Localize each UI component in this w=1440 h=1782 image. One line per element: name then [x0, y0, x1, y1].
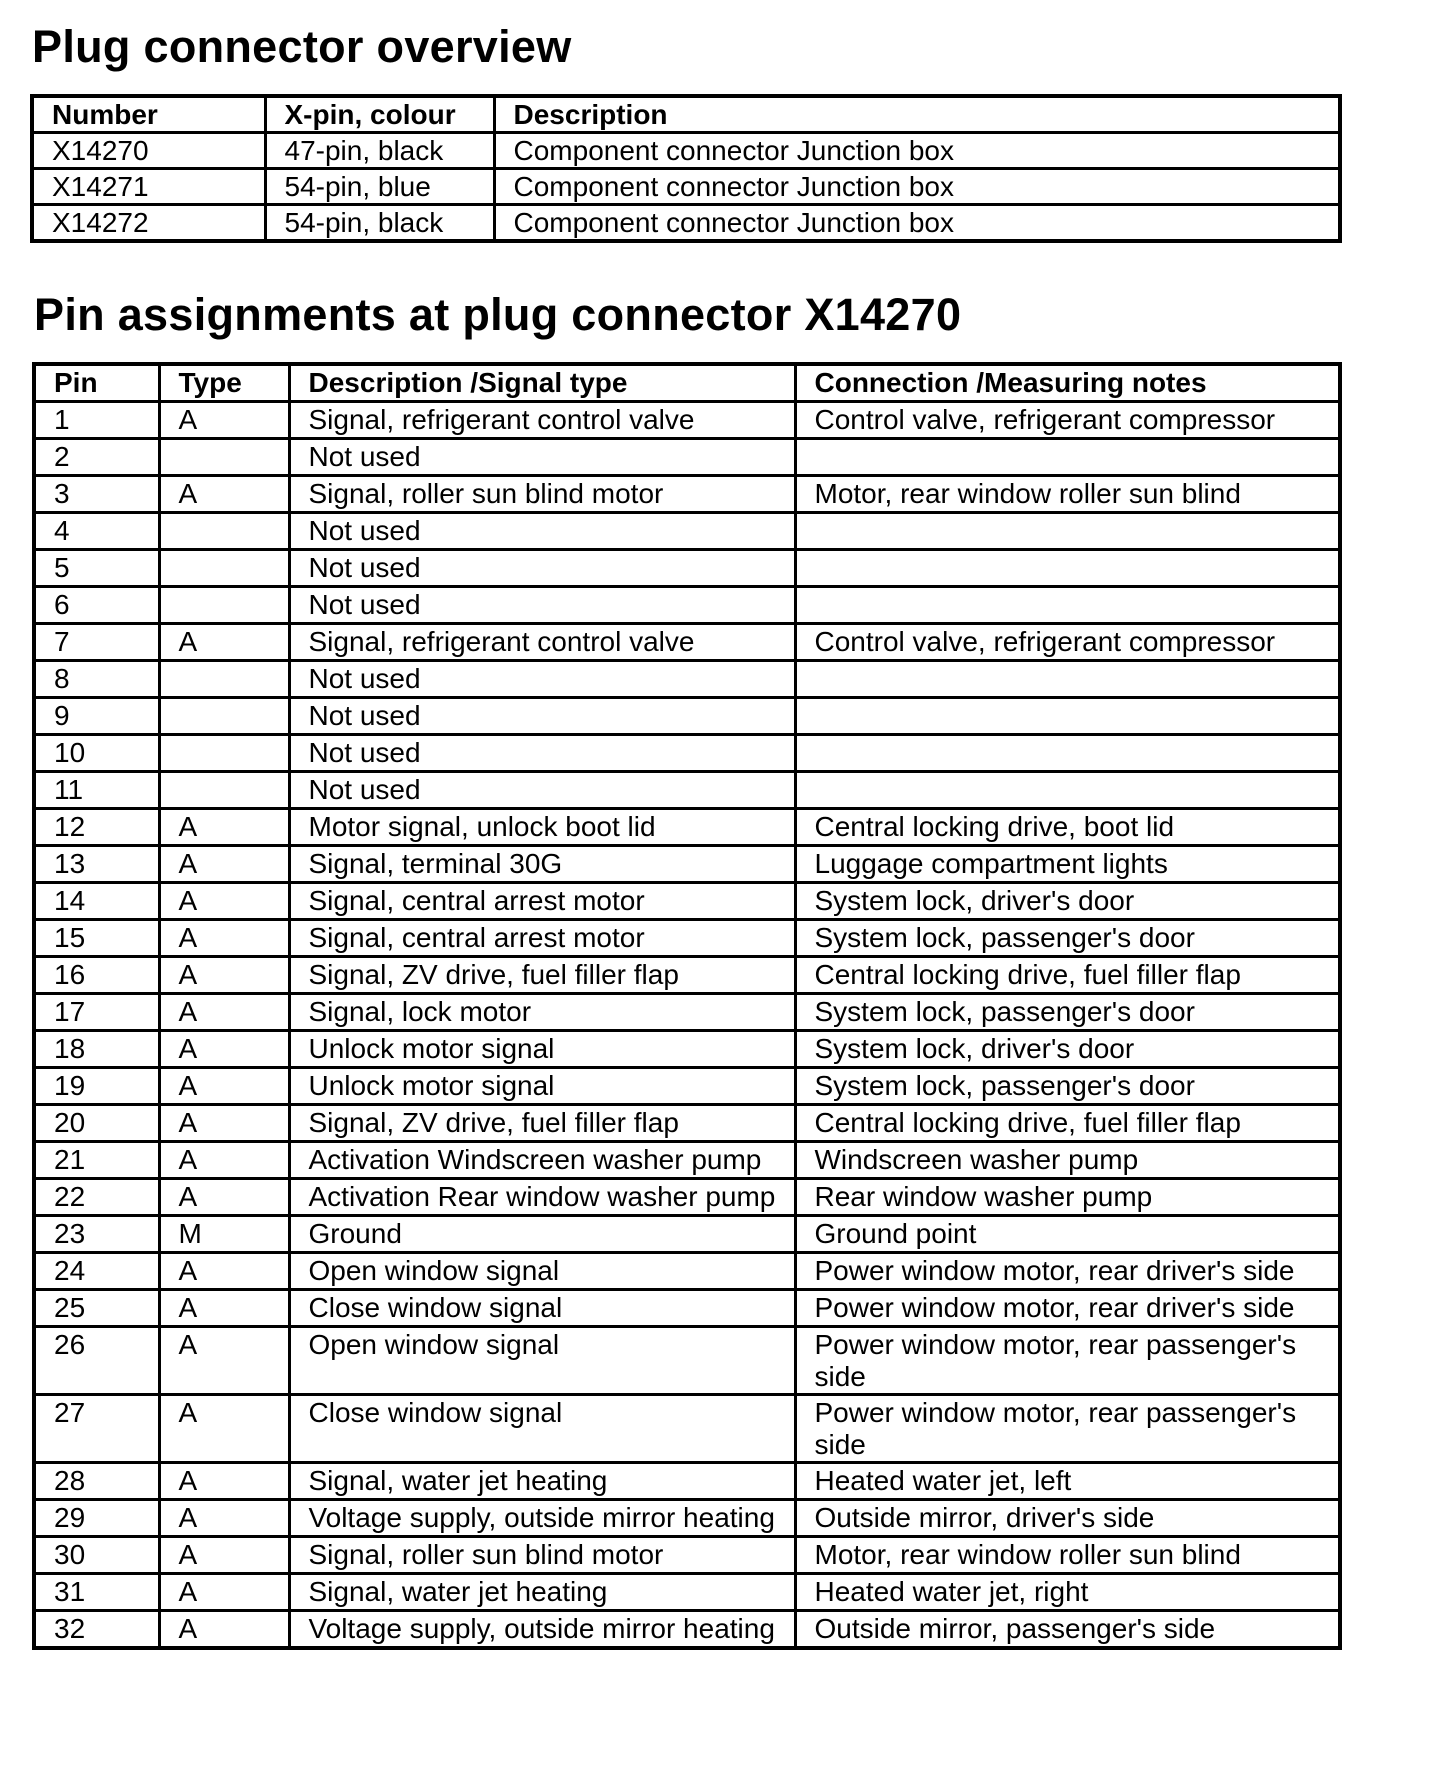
connection-notes: Motor, rear window roller sun blind — [795, 1537, 1340, 1574]
pin-type: A — [159, 809, 289, 846]
pin-number: 13 — [34, 846, 159, 883]
connection-notes: Control valve, refrigerant compressor — [795, 402, 1340, 439]
pin-type: A — [159, 1105, 289, 1142]
pin-row — [34, 1463, 1340, 1500]
pin-row — [34, 883, 1340, 920]
pin-row — [34, 1253, 1340, 1290]
signal-description: Signal, ZV drive, fuel filler flap — [289, 1105, 795, 1142]
pin-type: A — [159, 1500, 289, 1537]
pin-number: 14 — [34, 883, 159, 920]
pin-row — [34, 550, 1340, 587]
connection-notes: System lock, driver's door — [795, 883, 1340, 920]
connection-notes: Outside mirror, driver's side — [795, 1500, 1340, 1537]
pin-number: 8 — [34, 661, 159, 698]
pin-type: A — [159, 846, 289, 883]
connection-notes — [795, 550, 1340, 587]
connection-notes: Central locking drive, fuel filler flap — [795, 1105, 1340, 1142]
pin-number: 15 — [34, 920, 159, 957]
connection-notes: System lock, passenger's door — [795, 1068, 1340, 1105]
pin-number: 22 — [34, 1179, 159, 1216]
signal-description: Not used — [289, 513, 795, 550]
pin-type: A — [159, 1611, 289, 1649]
pin-type — [159, 439, 289, 476]
connection-notes — [795, 513, 1340, 550]
pin-row — [34, 1395, 1340, 1463]
x-pin-colour: 54-pin, black — [265, 205, 494, 242]
connection-notes: Ground point — [795, 1216, 1340, 1253]
signal-description: Voltage supply, outside mirror heating — [289, 1500, 795, 1537]
signal-description: Unlock motor signal — [289, 1031, 795, 1068]
pin-number: 12 — [34, 809, 159, 846]
pin-number: 30 — [34, 1537, 159, 1574]
connector-description: Component connector Junction box — [494, 169, 1340, 205]
signal-description: Activation Windscreen washer pump — [289, 1142, 795, 1179]
pin-number: 11 — [34, 772, 159, 809]
pin-number: 17 — [34, 994, 159, 1031]
col-header-x-pin-colour: X-pin, colour — [265, 96, 494, 133]
col-header-description: Description — [494, 96, 1340, 133]
col-header-number: Number — [32, 96, 265, 133]
connection-notes: Outside mirror, passenger's side — [795, 1611, 1340, 1649]
connection-notes: Heated water jet, right — [795, 1574, 1340, 1611]
pin-row — [34, 735, 1340, 772]
signal-description: Close window signal — [289, 1395, 795, 1463]
pin-row — [34, 1290, 1340, 1327]
overview-row — [32, 133, 1340, 169]
signal-description: Not used — [289, 661, 795, 698]
pin-row — [34, 402, 1340, 439]
pin-row — [34, 587, 1340, 624]
pin-row — [34, 624, 1340, 661]
signal-description: Signal, roller sun blind motor — [289, 476, 795, 513]
pin-header-row — [34, 364, 1340, 402]
pin-type: A — [159, 1327, 289, 1395]
pin-row — [34, 1537, 1340, 1574]
pin-assignments-title: Pin assignments at plug connector X14270 — [34, 289, 962, 340]
connector-description: Component connector Junction box — [494, 133, 1340, 169]
pin-number: 5 — [34, 550, 159, 587]
signal-description: Open window signal — [289, 1253, 795, 1290]
connection-notes — [795, 772, 1340, 809]
pin-type: A — [159, 1395, 289, 1463]
pin-row — [34, 661, 1340, 698]
pin-type — [159, 513, 289, 550]
pin-number: 21 — [34, 1142, 159, 1179]
pin-number: 7 — [34, 624, 159, 661]
pin-row — [34, 994, 1340, 1031]
pin-number: 32 — [34, 1611, 159, 1649]
col-header-signal-description: Description /Signal type — [289, 364, 795, 402]
connector-overview-table — [30, 94, 1342, 243]
connection-notes: Power window motor, rear driver's side — [795, 1253, 1340, 1290]
pin-type: A — [159, 883, 289, 920]
pin-number: 9 — [34, 698, 159, 735]
pin-type — [159, 772, 289, 809]
connector-number: X14271 — [32, 169, 265, 205]
connection-notes: System lock, passenger's door — [795, 920, 1340, 957]
pin-type — [159, 661, 289, 698]
pin-type — [159, 550, 289, 587]
pin-row — [34, 1068, 1340, 1105]
connection-notes: Control valve, refrigerant compressor — [795, 624, 1340, 661]
connection-notes: Power window motor, rear driver's side — [795, 1290, 1340, 1327]
pin-row — [34, 1611, 1340, 1649]
signal-description: Signal, roller sun blind motor — [289, 1537, 795, 1574]
pin-row — [34, 513, 1340, 550]
signal-description: Motor signal, unlock boot lid — [289, 809, 795, 846]
connection-notes — [795, 735, 1340, 772]
signal-description: Activation Rear window washer pump — [289, 1179, 795, 1216]
connection-notes: Central locking drive, boot lid — [795, 809, 1340, 846]
connection-notes: Power window motor, rear passenger's side — [795, 1327, 1340, 1395]
pin-row — [34, 1142, 1340, 1179]
signal-description: Signal, central arrest motor — [289, 920, 795, 957]
signal-description: Voltage supply, outside mirror heating — [289, 1611, 795, 1649]
pin-type: A — [159, 1574, 289, 1611]
pin-row — [34, 957, 1340, 994]
col-header-connection-notes: Connection /Measuring notes — [795, 364, 1340, 402]
pin-number: 29 — [34, 1500, 159, 1537]
overview-title: Plug connector overview — [32, 21, 572, 72]
pin-type: A — [159, 1031, 289, 1068]
signal-description: Signal, water jet heating — [289, 1574, 795, 1611]
pin-number: 26 — [34, 1327, 159, 1395]
connection-notes: Heated water jet, left — [795, 1463, 1340, 1500]
pin-number: 19 — [34, 1068, 159, 1105]
x-pin-colour: 47-pin, black — [265, 133, 494, 169]
connection-notes: System lock, passenger's door — [795, 994, 1340, 1031]
pin-number: 25 — [34, 1290, 159, 1327]
pin-type: A — [159, 1537, 289, 1574]
pin-number: 18 — [34, 1031, 159, 1068]
pin-row — [34, 1105, 1340, 1142]
pin-number: 6 — [34, 587, 159, 624]
connection-notes — [795, 661, 1340, 698]
pin-row — [34, 1179, 1340, 1216]
pin-type: A — [159, 476, 289, 513]
pin-type — [159, 698, 289, 735]
pin-number: 3 — [34, 476, 159, 513]
pin-type: A — [159, 1253, 289, 1290]
pin-type: A — [159, 1179, 289, 1216]
pin-number: 27 — [34, 1395, 159, 1463]
col-header-type: Type — [159, 364, 289, 402]
signal-description: Signal, water jet heating — [289, 1463, 795, 1500]
pin-assignments-table — [32, 362, 1342, 1650]
pin-row — [34, 1500, 1340, 1537]
signal-description: Not used — [289, 550, 795, 587]
connector-description: Component connector Junction box — [494, 205, 1340, 242]
pin-row — [34, 1216, 1340, 1253]
signal-description: Unlock motor signal — [289, 1068, 795, 1105]
pin-type: A — [159, 1068, 289, 1105]
pin-type: A — [159, 1142, 289, 1179]
pin-type: A — [159, 920, 289, 957]
connection-notes: System lock, driver's door — [795, 1031, 1340, 1068]
connection-notes: Rear window washer pump — [795, 1179, 1340, 1216]
pin-type — [159, 587, 289, 624]
pin-row — [34, 1031, 1340, 1068]
pin-type: A — [159, 1290, 289, 1327]
signal-description: Signal, refrigerant control valve — [289, 402, 795, 439]
connector-number: X14270 — [32, 133, 265, 169]
signal-description: Signal, terminal 30G — [289, 846, 795, 883]
pin-number: 28 — [34, 1463, 159, 1500]
pin-row — [34, 439, 1340, 476]
connection-notes: Luggage compartment lights — [795, 846, 1340, 883]
pin-type — [159, 735, 289, 772]
pin-number: 31 — [34, 1574, 159, 1611]
connection-notes — [795, 698, 1340, 735]
pin-number: 4 — [34, 513, 159, 550]
signal-description: Signal, lock motor — [289, 994, 795, 1031]
pin-row — [34, 809, 1340, 846]
signal-description: Not used — [289, 698, 795, 735]
signal-description: Signal, refrigerant control valve — [289, 624, 795, 661]
pin-number: 24 — [34, 1253, 159, 1290]
col-header-pin: Pin — [34, 364, 159, 402]
pin-row — [34, 920, 1340, 957]
signal-description: Open window signal — [289, 1327, 795, 1395]
connection-notes — [795, 587, 1340, 624]
pin-number: 2 — [34, 439, 159, 476]
signal-description: Ground — [289, 1216, 795, 1253]
pin-number: 23 — [34, 1216, 159, 1253]
signal-description: Not used — [289, 439, 795, 476]
pin-type: A — [159, 957, 289, 994]
signal-description: Signal, central arrest motor — [289, 883, 795, 920]
pin-number: 20 — [34, 1105, 159, 1142]
pin-number: 1 — [34, 402, 159, 439]
pin-number: 10 — [34, 735, 159, 772]
signal-description: Signal, ZV drive, fuel filler flap — [289, 957, 795, 994]
signal-description: Not used — [289, 735, 795, 772]
connection-notes: Central locking drive, fuel filler flap — [795, 957, 1340, 994]
signal-description: Not used — [289, 587, 795, 624]
pin-number: 16 — [34, 957, 159, 994]
pin-type: A — [159, 994, 289, 1031]
connection-notes: Power window motor, rear passenger's side — [795, 1395, 1340, 1463]
connection-notes: Motor, rear window roller sun blind — [795, 476, 1340, 513]
pin-row — [34, 1574, 1340, 1611]
x-pin-colour: 54-pin, blue — [265, 169, 494, 205]
overview-header-row — [32, 96, 1340, 133]
overview-row — [32, 169, 1340, 205]
signal-description: Close window signal — [289, 1290, 795, 1327]
pin-row — [34, 772, 1340, 809]
pin-row — [34, 476, 1340, 513]
pin-type: A — [159, 1463, 289, 1500]
pin-type: A — [159, 402, 289, 439]
signal-description: Not used — [289, 772, 795, 809]
pin-row — [34, 846, 1340, 883]
pin-type: M — [159, 1216, 289, 1253]
connection-notes: Windscreen washer pump — [795, 1142, 1340, 1179]
pin-row — [34, 698, 1340, 735]
overview-row — [32, 205, 1340, 242]
pin-row — [34, 1327, 1340, 1395]
connector-number: X14272 — [32, 205, 265, 242]
connection-notes — [795, 439, 1340, 476]
pin-type: A — [159, 624, 289, 661]
